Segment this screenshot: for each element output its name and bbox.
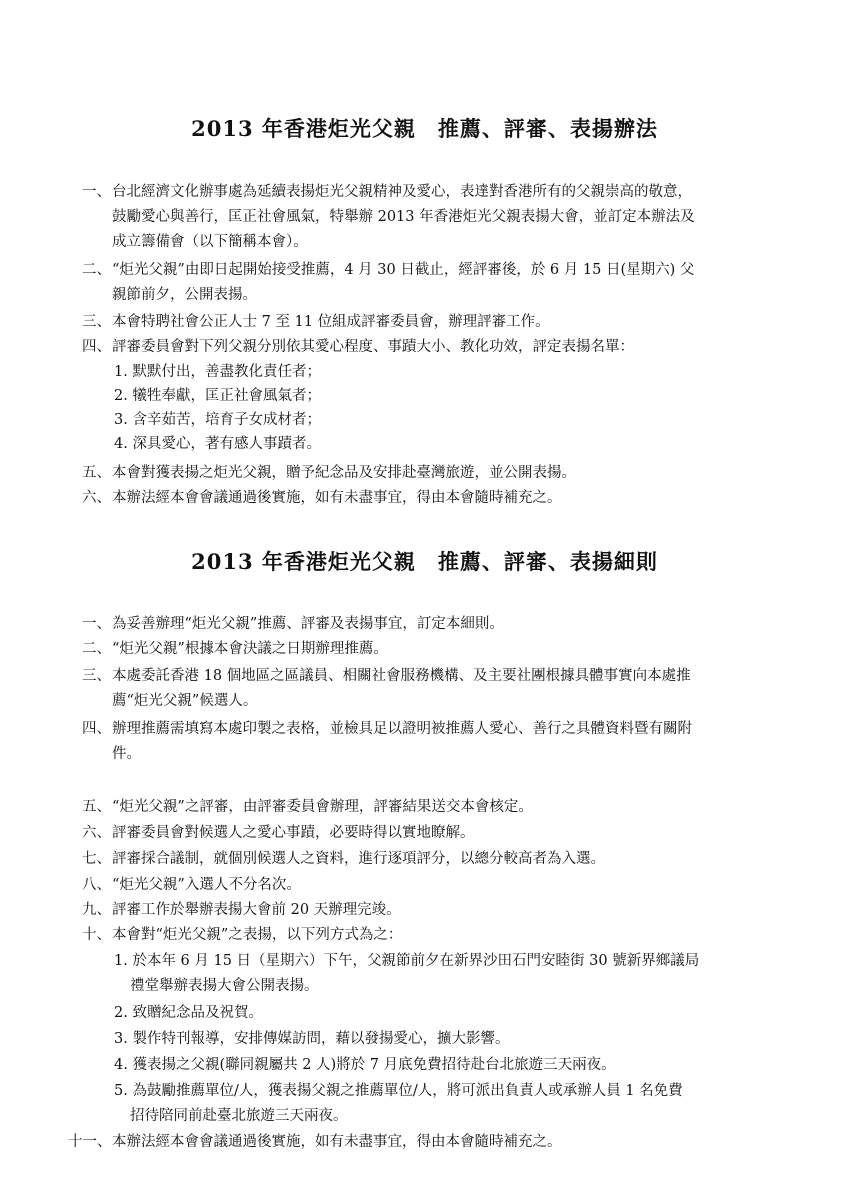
s2-item-3-cont: 薦“炬光父親”候選人。 bbox=[112, 693, 258, 709]
item-number: 五、 bbox=[82, 465, 111, 481]
item-number: 六、 bbox=[82, 490, 111, 506]
s2-item-8 bbox=[82, 873, 301, 898]
s2-item-6 bbox=[82, 821, 475, 846]
s2-sub-item: 5. 為鼓勵推薦單位/人，獲表揚父親之推薦單位/人，將可派出負責人或承辦人員 1 名免費 bbox=[114, 1083, 683, 1099]
s2-item-10 bbox=[82, 923, 402, 948]
item-text: 台北經濟文化辦事處為延續表揚炬光父親精神及愛心，表達對香港所有的父親崇高的敬意， bbox=[112, 184, 692, 200]
item-number: 二、 bbox=[82, 641, 111, 657]
s2-item-2 bbox=[82, 637, 388, 662]
item-number: 十一、 bbox=[68, 1134, 112, 1150]
item-text: 本會對“炬光父親”之表揚，以下列方式為之： bbox=[112, 927, 403, 943]
item-number: 一、 bbox=[82, 616, 111, 632]
item-text: 評審委員會對候選人之愛心事蹟，必要時得以實地瞭解。 bbox=[112, 825, 475, 841]
item-text: 評審採合議制，就個別候選人之資料，進行逐項評分，以總分較高者為入選。 bbox=[112, 851, 605, 867]
s2-item-4 bbox=[82, 717, 692, 742]
s1-item-2-cont: 親節前夕，公開表揚。 bbox=[112, 287, 257, 303]
item-text: 本會對獲表揚之炬光父親，贈予紀念品及安排赴臺灣旅遊，並公開表揚。 bbox=[112, 465, 576, 481]
item-number: 九、 bbox=[82, 902, 111, 918]
s1-item-3 bbox=[82, 310, 550, 335]
item-number: 七、 bbox=[82, 851, 111, 867]
item-number: 四、 bbox=[82, 721, 111, 737]
item-number: 一、 bbox=[82, 184, 111, 200]
s1-sub-item: 4. 深具愛心，著有感人事蹟者。 bbox=[114, 436, 321, 452]
s1-item-1-cont: 鼓勵愛心與善行，匡正社會風氣，特舉辦 2013 年香港炬光父親表揚大會，並訂定本辦法及 bbox=[112, 209, 695, 225]
s2-sub-item: 4. 獲表揚之父親(聯同親屬共 2 人)將於 7 月底免費招待赴台北旅遊三天兩夜。 bbox=[114, 1057, 616, 1073]
item-text: 評審工作於舉辦表揚大會前 20 天辦理完竣。 bbox=[112, 902, 401, 918]
item-number: 三、 bbox=[82, 314, 111, 330]
item-number: 十、 bbox=[82, 927, 111, 943]
s2-item-9 bbox=[82, 898, 401, 923]
s1-item-4 bbox=[82, 335, 634, 360]
s1-sub-item: 2. 犧牲奉獻，匡正社會風氣者； bbox=[114, 388, 321, 404]
s2-item-4-cont: 件。 bbox=[112, 746, 141, 762]
s1-item-1-cont: 成立籌備會（以下簡稱本會）。 bbox=[112, 234, 308, 250]
item-text: 為妥善辦理“炬光父親”推薦、評審及表揚事宜，訂定本細則。 bbox=[112, 616, 504, 632]
s1-sub-item: 1. 默默付出，善盡教化責任者； bbox=[114, 364, 321, 380]
s2-sub-item: 3. 製作特刊報導，安排傳媒訪問，藉以發揚愛心，擴大影響。 bbox=[114, 1031, 510, 1047]
item-text: 本處委託香港 18 個地區之區議員、相關社會服務機構、及主要社團根據具體事實向本處推 bbox=[112, 668, 691, 684]
item-number: 三、 bbox=[82, 668, 111, 684]
section1-title: 2013 年香港炬光父親 推薦、評審、表揚辦法 bbox=[191, 116, 658, 141]
item-number: 八、 bbox=[82, 877, 111, 893]
s2-item-1 bbox=[82, 612, 504, 637]
item-text: “炬光父親”之評審，由評審委員會辦理，評審結果送交本會核定。 bbox=[112, 799, 533, 815]
item-number: 二、 bbox=[82, 262, 111, 278]
item-text: 評審委員會對下列父親分別依其愛心程度、事蹟大小、教化功效，評定表揚名單： bbox=[112, 339, 634, 355]
s2-sub-item: 2. 致贈紀念品及祝賀。 bbox=[114, 1005, 263, 1021]
s2-sub-item-cont: 招待陪同前赴臺北旅遊三天兩夜。 bbox=[130, 1108, 348, 1124]
item-text: 本辦法經本會會議通過後實施，如有未盡事宜，得由本會隨時補充之。 bbox=[112, 490, 562, 506]
s1-item-6 bbox=[82, 486, 562, 511]
item-text: “炬光父親”根據本會決議之日期辦理推薦。 bbox=[112, 641, 388, 657]
item-number: 六、 bbox=[82, 825, 111, 841]
s2-item-11 bbox=[68, 1130, 562, 1155]
s1-sub-item: 3. 含辛茹苦，培育子女成材者； bbox=[114, 412, 321, 428]
section2-title: 2013 年香港炬光父親 推薦、評審、表揚細則 bbox=[191, 549, 658, 574]
s2-sub-item: 1. 於本年 6 月 15 日（星期六）下午，父親節前夕在新界沙田石門安睦街 30 號新界鄉議局 bbox=[114, 953, 700, 969]
item-text: 本會特聘社會公正人士 7 至 11 位組成評審委員會，辦理評審工作。 bbox=[112, 314, 550, 330]
item-text: “炬光父親”入選人不分名次。 bbox=[112, 877, 301, 893]
s1-item-1 bbox=[82, 180, 692, 205]
s1-item-2 bbox=[82, 258, 694, 283]
s1-item-5 bbox=[82, 461, 576, 486]
s2-item-7 bbox=[82, 847, 605, 872]
s2-item-3 bbox=[82, 664, 691, 689]
item-text: “炬光父親”由即日起開始接受推薦，4 月 30 日截止，經評審後，於 6 月 15 日(星期六) 父 bbox=[112, 262, 695, 278]
item-number: 五、 bbox=[82, 799, 111, 815]
item-number: 四、 bbox=[82, 339, 111, 355]
item-text: 本辦法經本會會議通過後實施，如有未盡事宜，得由本會隨時補充之。 bbox=[112, 1134, 562, 1150]
s2-sub-item-cont: 禮堂舉辦表揚大會公開表揚。 bbox=[130, 978, 319, 994]
item-text: 辦理推薦需填寫本處印製之表格，並檢具足以證明被推薦人愛心、善行之具體資料暨有關附 bbox=[112, 721, 692, 737]
s2-item-5 bbox=[82, 795, 533, 820]
